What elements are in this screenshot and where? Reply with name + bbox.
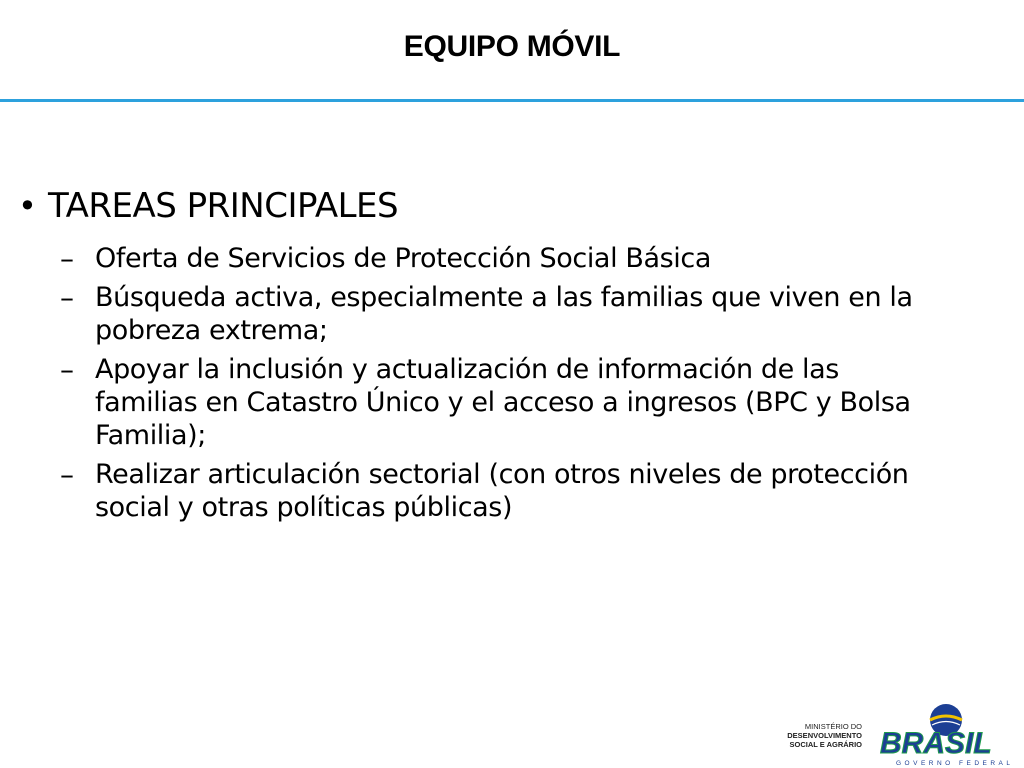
footer-logos xyxy=(784,698,1024,768)
subitem xyxy=(0,281,1024,347)
subitem-text: Apoyar la inclusión y actualización de información de las familias en Catastro Único y el acceso a ingresos (BPC y Bolsa Familia); xyxy=(95,354,911,451)
dash-icon: – xyxy=(60,458,74,491)
subitem-text: Realizar articulación sectorial (con otros niveles de protección social y otras políticas públicas) xyxy=(95,459,909,523)
dash-icon: – xyxy=(60,242,74,275)
dash-icon: – xyxy=(60,353,74,386)
dash-icon: – xyxy=(60,281,74,314)
brasil-tagline: GOVERNO FEDERAL xyxy=(896,760,1014,767)
bullet-icon: • xyxy=(18,187,37,225)
title-divider xyxy=(0,99,1024,102)
subitem-text: Búsqueda activa, especialmente a las familias que viven en la pobreza extrema; xyxy=(95,282,913,346)
ministry-logo xyxy=(787,722,862,749)
subitem xyxy=(0,242,1024,275)
ministry-line-3: SOCIAL E AGRÁRIO xyxy=(789,740,862,749)
subitem xyxy=(0,353,1024,452)
ministry-line-1: MINISTÉRIO DO xyxy=(804,722,862,731)
ministry-line-2: DESENVOLVIMENTO xyxy=(787,731,862,740)
subitem xyxy=(0,458,1024,524)
main-bullet-text: TAREAS PRINCIPALES xyxy=(48,186,399,226)
slide-title: EQUIPO MÓVIL xyxy=(403,30,621,63)
subitem-text: Oferta de Servicios de Protección Social Básica xyxy=(95,243,711,274)
brasil-government-logo xyxy=(874,698,1024,768)
main-bullet xyxy=(0,182,1024,234)
slide-content xyxy=(0,182,1024,530)
brasil-wordmark: BRASIL xyxy=(880,727,992,760)
